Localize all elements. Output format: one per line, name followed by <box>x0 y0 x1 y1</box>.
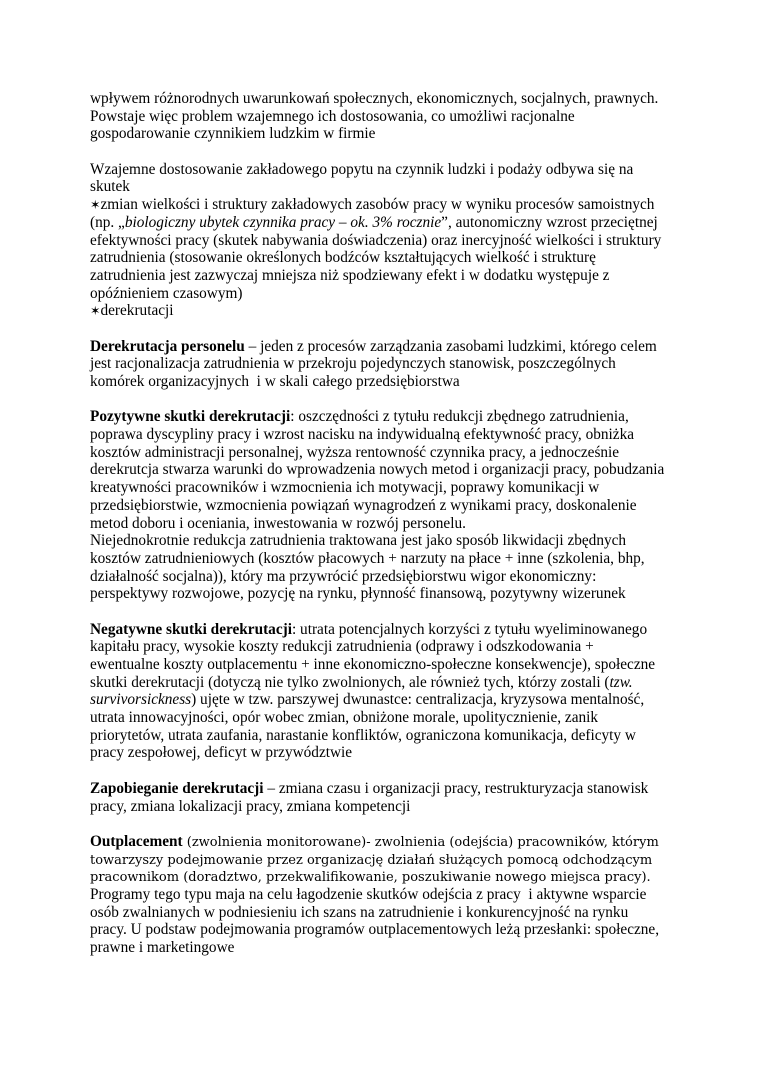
text-segment: pracy zespołowej, deficyt w przywództwie <box>90 744 353 762</box>
text-line <box>90 621 740 639</box>
text-segment: – zmiana czasu i organizacji pracy, restrukturyzacja stanowisk <box>263 779 649 797</box>
text-segment: ”, autonomiczny wzrost przeciętnej <box>441 213 658 231</box>
text-segment: – jeden z procesów zarządzania zasobami ludzkimi, którego celem <box>244 337 657 355</box>
intro-paragraph <box>90 90 740 143</box>
italic-segment: biologiczny ubytek czynnika pracy – ok. 3% rocznie <box>124 213 442 231</box>
text-line <box>90 638 740 656</box>
text-segment: działalność socjalna)), który ma przywrócić przedsiębiorstwu wigor ekonomiczny: <box>90 567 597 585</box>
derekrutacja-definition-paragraph <box>90 338 740 391</box>
text-line <box>90 780 740 798</box>
text-segment: opóźnieniem czasowym) <box>90 284 243 302</box>
text-line <box>90 851 740 869</box>
text-segment: komórek organizacyjnych i w skali całego przedsiębiorstwa <box>90 373 460 390</box>
text-line <box>90 585 740 603</box>
bold-term: Pozytywne skutki derekrutacji <box>90 408 291 426</box>
italic-segment: tzw. <box>609 673 633 691</box>
text-segment: Programy tego typu maja na celu łagodzenie skutków odejścia z pracy i aktywne wsparcie <box>90 885 647 903</box>
text-line <box>90 515 740 533</box>
text-line <box>90 497 740 515</box>
text-line <box>90 550 740 568</box>
text-line <box>90 886 740 904</box>
text-line <box>90 461 740 479</box>
text-line <box>90 90 740 108</box>
text-segment: (np. „ <box>90 213 125 231</box>
text-line <box>90 709 740 727</box>
text-line <box>90 691 740 709</box>
text-line <box>90 161 740 179</box>
document-page <box>90 90 740 957</box>
text-segment: priorytetów, utrata zaufania, narastanie konfliktów, ograniczona komunikacja, deficyty w <box>90 726 636 744</box>
star-bullet-icon: ✶ <box>90 303 101 319</box>
text-line <box>90 904 740 922</box>
text-segment: osób zwalnianych w podniesieniu ich szans na zatrudnienie i konkurencyjność na rynku <box>90 903 629 921</box>
text-segment: utrata innowacyjności, opór wobec zmian, obniżone morale, upolitycznienie, zanik <box>90 709 599 727</box>
text-segment: pracy. U podstaw podejmowania programów outplacementowych leżą przesłanki: społeczne, <box>90 921 660 939</box>
text-line <box>90 373 740 391</box>
text-segment: skutek <box>90 178 130 196</box>
text-segment: jest racjonalizacja zatrudnienia w przekroju pojedynczych stanowisk, poszczególnych <box>90 355 616 373</box>
text-line <box>90 249 740 267</box>
text-line <box>90 444 740 462</box>
text-line <box>90 798 740 816</box>
alt-font-segment: pracownikom (doradztwo, przekwalifikowanie, poszukiwanie nowego miejsca pracy). <box>90 870 651 886</box>
positive-effects-paragraph <box>90 408 740 603</box>
text-line <box>90 125 740 143</box>
text-line <box>90 178 740 196</box>
text-segment: poprawa dyscypliny pracy i wzrost nacisku na indywidualną efektywność pracy, obniżka <box>90 426 635 444</box>
text-line <box>90 921 740 939</box>
star-bullet-icon: ✶ <box>90 197 101 213</box>
text-line <box>90 285 740 303</box>
text-line <box>90 939 740 957</box>
text-line <box>90 108 740 126</box>
text-line <box>90 355 740 373</box>
text-line <box>90 532 740 550</box>
text-segment: skutki derekrutacji (dotyczą nie tylko zwolnionych, ale również tych, którzy zostali ( <box>90 673 610 691</box>
bold-term: Negatywne skutki derekrutacji <box>90 620 292 638</box>
prevention-paragraph <box>90 780 740 815</box>
text-segment: perspektywy rozwojowe, pozycję na rynku, płynność finansową, pozytywny wizerunek <box>90 585 626 603</box>
alt-font-segment: towarzyszy podejmowanie przez organizację działań służących pomocą odchodzącym <box>90 852 653 868</box>
text-line <box>90 727 740 745</box>
outplacement-paragraph <box>90 833 740 957</box>
text-segment: kreatywności pracowników i wzmocnienia ich motywacji, poprawy komunikacji w <box>90 479 600 497</box>
text-line <box>90 338 740 356</box>
text-line <box>90 656 740 674</box>
text-line <box>90 674 740 692</box>
text-line <box>90 232 740 250</box>
text-line <box>90 302 740 320</box>
text-segment: zatrudnienia (stosowanie określonych bodźców kształtujących wielkość i strukturę <box>90 249 596 267</box>
text-segment: : oszczędności z tytułu redukcji zbędnego zatrudnienia, <box>290 408 629 426</box>
text-segment: efektywności pracy (skutek nabywania doświadczenia) oraz inercyjność wielkości i struktury <box>90 231 662 249</box>
text-line <box>90 267 740 285</box>
text-segment: Niejednokrotnie redukcja zatrudnienia traktowana jest jako sposób likwidacji zbędnych <box>90 532 627 550</box>
text-line <box>90 426 740 444</box>
text-segment: ewentualne koszty outplacementu + inne ekonomiczno-społeczne konsekwencje), społeczne <box>90 656 656 673</box>
text-segment: zatrudnienia jest zazwyczaj mniejsza niż spodziewany efekt i w dodatku występuje z <box>90 266 610 284</box>
text-segment: zmian wielkości i struktury zakładowych zasobów pracy w wyniku procesów samoistnych <box>100 196 655 214</box>
text-segment: derekrutacji <box>100 302 174 320</box>
text-segment: prawne i marketingowe <box>90 939 235 956</box>
text-segment: gospodarowanie czynnikiem ludzkim w firmie <box>90 125 376 143</box>
text-line <box>90 214 740 232</box>
text-segment: kosztów zatrudnieniowych (kosztów płacowych + narzuty na płace + inne (szkolenia, bhp, <box>90 549 645 567</box>
text-segment: : utrata potencjalnych korzyści z tytułu wyeliminowanego <box>291 620 648 638</box>
text-line <box>90 479 740 497</box>
text-line <box>90 868 740 886</box>
text-segment: derekrutcja stwarza warunki do wprowadzenia nowych metod i organizacji pracy, pobudzania <box>90 461 665 479</box>
text-segment: kosztów administracji personalnej, wyższa rentowność czynnika pracy, a jednocześnie <box>90 443 620 461</box>
bold-term: Derekrutacja personelu <box>90 337 245 355</box>
text-line <box>90 196 740 214</box>
bold-term: Zapobieganie derekrutacji <box>90 779 264 797</box>
text-segment: Powstaje więc problem wzajemnego ich dostosowania, co umożliwi racjonalne <box>90 107 575 125</box>
bold-term: Outplacement <box>90 832 183 850</box>
alt-font-segment: (zwolnienia monitorowane)- zwolnienia (odejścia) pracowników, którym <box>182 834 659 850</box>
text-line <box>90 833 740 851</box>
text-line <box>90 568 740 586</box>
text-segment: Wzajemne dostosowanie zakładowego popytu na czynnik ludzki i podaży odbywa się na <box>90 160 634 178</box>
text-line <box>90 408 740 426</box>
text-segment: kapitału pracy, wysokie koszty redukcji zatrudnienia (odprawy i odszkodowania + <box>90 638 594 656</box>
text-segment: ) ujęte w tzw. parszywej dwunastce: centralizacja, kryzysowa mentalność, <box>191 691 645 709</box>
adjustment-paragraph <box>90 161 740 320</box>
text-segment: wpływem różnorodnych uwarunkowań społecznych, ekonomicznych, socjalnych, prawnych. <box>90 90 659 107</box>
text-line <box>90 744 740 762</box>
negative-effects-paragraph <box>90 621 740 763</box>
text-segment: przedsiębiorstwie, wzmocnienia powiązań wynagrodzeń z wynikami pracy, doskonalenie <box>90 496 637 514</box>
text-segment: pracy, zmiana lokalizacji pracy, zmiana kompetencji <box>90 797 411 815</box>
italic-segment: survivorsickness <box>90 691 192 709</box>
text-segment: metod doboru i oceniania, inwestowania w rozwój personelu. <box>90 514 466 532</box>
